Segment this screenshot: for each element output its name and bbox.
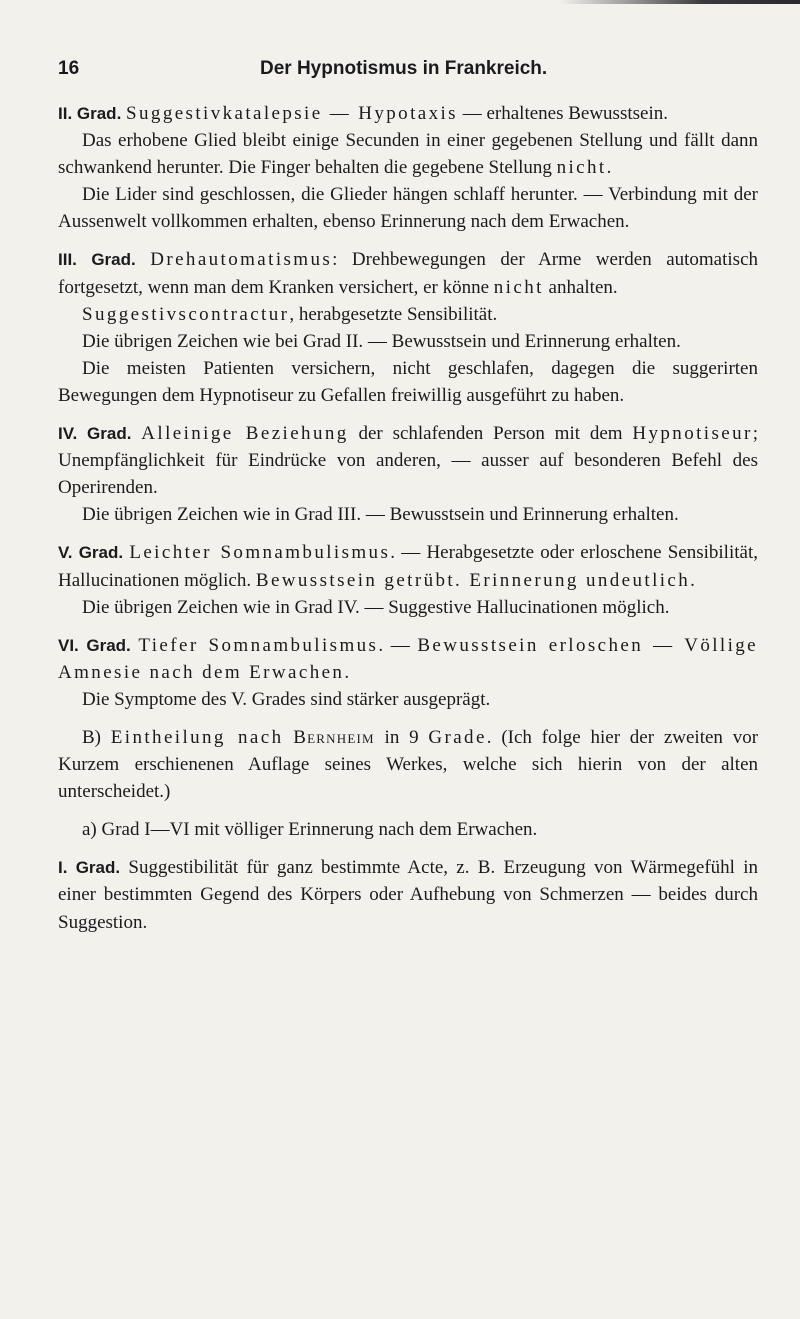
paragraph-text: . — Herabgesetzte oder erloschene Sensibilität, Hallucinationen möglich.: [58, 542, 758, 591]
spaced-term: nicht: [556, 157, 607, 179]
spaced-term: Eintheilung nach: [110, 726, 284, 748]
paragraph: [58, 355, 758, 409]
paragraph-text: , herabgesetzte Sensibilität.: [289, 303, 498, 325]
page-edge-rule: [560, 0, 800, 4]
paragraph-subsection-a: [58, 816, 758, 843]
paragraph-text: Die meisten Patienten versichern, nicht geschlafen, dagegen die suggerirten Bewegungen dem Hypnotiseur zu Gefallen freiwillig ausgeführt zu haben.: [58, 357, 758, 406]
paragraph-grad-5: [58, 539, 758, 593]
running-title: Der Hypnotismus in Frankreich.: [260, 58, 548, 79]
grad-label: II. Grad.: [58, 104, 122, 123]
paragraph-text: .: [606, 157, 612, 179]
paragraph-text: a) Grad I—VI mit völliger Erinnerung nach dem Erwachen.: [82, 819, 538, 841]
paragraph-grad-1: [58, 854, 758, 935]
spaced-term: Leichter Somnambulismus: [129, 542, 391, 564]
grad-label: I. Grad.: [58, 858, 121, 878]
spaced-term: Hypnotiseur: [632, 423, 753, 445]
spaced-term: Grade: [428, 726, 487, 748]
paragraph-section-b: [58, 724, 758, 805]
paragraph-text: anhalten.: [543, 276, 618, 298]
page-number: 16: [58, 58, 80, 79]
paragraph-text: Suggestibilität für ganz bestimmte Acte, z. B. Erzeugung von Wärmegefühl in einer bestimmten Gegend des Körpers oder Aufhebung von Schmerzen — beides durch Suggestion.: [58, 857, 758, 933]
paragraph-text: Die übrigen Zeichen wie in Grad III. — Bewusstsein und Erinnerung erhalten.: [82, 504, 679, 526]
paragraph: [58, 127, 758, 181]
paragraph-text: .: [690, 569, 695, 591]
paragraph-text: Das erhobene Glied bleibt einige Secunden in einer gegebenen Stellung und fällt dann schwankend herunter. Die Finger behalten die gegebene Stellung: [58, 130, 758, 179]
paragraph-text: Die Lider sind geschlossen, die Glieder hängen schlaff herunter. — Verbindung mit der Aussenwelt vollkommen erhalten, ebenso Erinnerung nach dem Erwachen.: [58, 184, 758, 233]
paragraph-grad-6: [58, 632, 758, 686]
paragraph-text: . —: [378, 634, 418, 656]
paragraph: [58, 181, 758, 235]
paragraph-text: B): [82, 726, 111, 748]
book-page: [58, 44, 758, 936]
paragraph-text: Die Symptome des V. Grades sind stärker ausgeprägt.: [82, 688, 491, 710]
grad-label: III. Grad.: [58, 250, 136, 270]
paragraph-text: in 9: [374, 726, 429, 748]
paragraph: [58, 686, 758, 713]
running-head: [58, 44, 758, 80]
spaced-term: nicht: [493, 276, 544, 298]
spaced-term: Bewusstsein erloschen — Völlige Amnesie nach dem Erwachen: [58, 634, 759, 683]
paragraph-text: — erhaltenes Bewusstsein.: [457, 103, 668, 124]
paragraph-text: : Drehbewegungen der Arme werden automatisch fortgesetzt, wenn man dem Kranken versichert, er könne: [58, 249, 759, 298]
spaced-term: Bewusstsein getrübt. Erinnerung undeutlich: [255, 569, 691, 591]
spaced-term: Tiefer Somnambulismus: [138, 634, 379, 656]
paragraph: [58, 301, 758, 328]
paragraph-grad-2: [58, 100, 758, 127]
spaced-term: Alleinige Beziehung: [141, 423, 349, 445]
grad-label: VI. Grad.: [58, 635, 131, 655]
paragraph: [58, 501, 758, 528]
paragraph-text: Die übrigen Zeichen wie in Grad IV. — Suggestive Hallucinationen möglich.: [82, 596, 670, 618]
grad-label: IV. Grad.: [58, 424, 132, 444]
paragraph-grad-4: [58, 420, 758, 501]
paragraph: [58, 328, 758, 355]
author-name: Bernheim: [293, 726, 375, 748]
spaced-term: Suggestivscontractur: [82, 303, 290, 325]
paragraph: [58, 594, 758, 621]
spaced-term: Suggestivkatalepsie — Hypotaxis: [126, 103, 458, 124]
grad-label: V. Grad.: [58, 543, 124, 563]
paragraph-text: ; Unempfänglichkeit für Eindrücke von anderen, — ausser auf besonderen Befehl des Operirenden.: [58, 423, 759, 499]
paragraph-text: . (Ich folge hier der zweiten vor Kurzem erschienenen Auflage seines Werkes, welche sich hierin von der alten unterscheidet.): [58, 726, 759, 803]
paragraph-text: .: [344, 661, 350, 683]
paragraph-text: der schlafenden Person mit dem: [348, 423, 633, 445]
paragraph-grad-3: [58, 246, 758, 300]
paragraph-text: Die übrigen Zeichen wie bei Grad II. — Bewusstsein und Erinnerung erhalten.: [82, 330, 681, 352]
spaced-term: Drehautomatismus: [150, 249, 333, 271]
